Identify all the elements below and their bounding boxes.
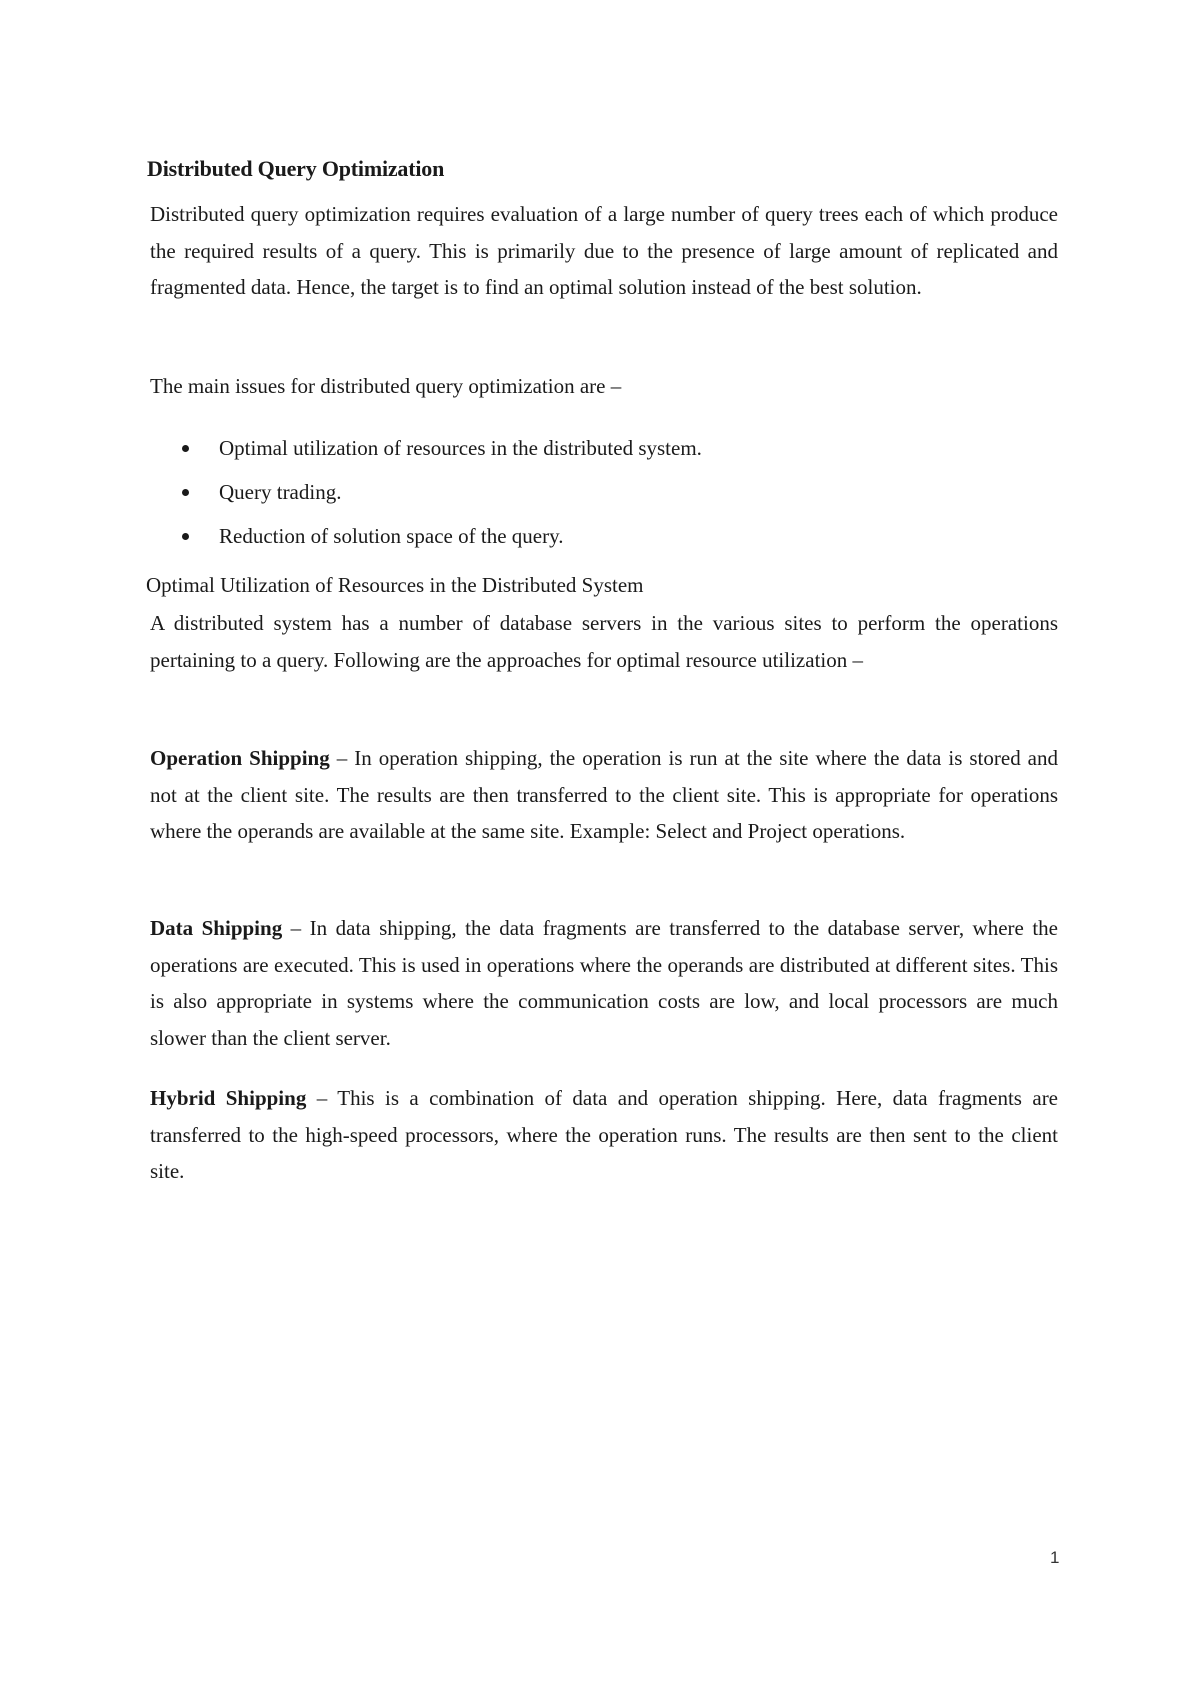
data-shipping-paragraph xyxy=(150,910,1058,1056)
data-shipping-term: Data Shipping xyxy=(150,916,283,940)
list-item xyxy=(150,518,1050,562)
section-intro-paragraph: A distributed system has a number of database servers in the various sites to perform the operations pertaining to a query. Following are the approaches for optimal resource utilization – xyxy=(150,611,1058,672)
section-heading: Optimal Utilization of Resources in the Distributed System xyxy=(146,573,644,597)
list-item-text: Optimal utilization of resources in the distributed system. xyxy=(219,436,702,460)
list-item-text: Query trading. xyxy=(219,480,342,504)
page-number: 1 xyxy=(1050,1548,1060,1567)
issues-list xyxy=(150,430,1050,562)
hybrid-shipping-description: – This is a combination of data and operation shipping. Here, data fragments are transferred to the high-speed processors, where the operation runs. The results are then sent to the client site. xyxy=(150,1086,1059,1183)
operation-shipping-description: – In operation shipping, the operation is run at the site where the data is stored and not at the client site. The results are then transferred to the client site. This is appropriate for operations where the operands are available at the same site. Example: Select and Project operations. xyxy=(150,746,1059,843)
operation-shipping-term: Operation Shipping xyxy=(150,746,330,770)
hybrid-shipping-term: Hybrid Shipping xyxy=(150,1086,307,1110)
list-item-text: Reduction of solution space of the query. xyxy=(219,524,564,548)
hybrid-shipping-paragraph xyxy=(150,1080,1058,1190)
issues-lead-paragraph: The main issues for distributed query optimization are – xyxy=(150,374,622,398)
list-item xyxy=(150,430,1050,474)
list-item xyxy=(150,474,1050,518)
page-title: Distributed Query Optimization xyxy=(147,156,445,181)
operation-shipping-paragraph xyxy=(150,740,1058,850)
bullet-icon xyxy=(182,445,189,452)
bullet-icon xyxy=(182,489,189,496)
bullet-icon xyxy=(182,533,189,540)
intro-paragraph: Distributed query optimization requires evaluation of a large number of query trees each of which produce the required results of a query. This is primarily due to the presence of large amount of replicated and fragmented data. Hence, the target is to find an optimal solution instead of the best solution. xyxy=(150,202,1058,299)
data-shipping-description: – In data shipping, the data fragments are transferred to the database server, where the operations are executed. This is used in operations where the operands are distributed at different sites. This is also appropriate in systems where the communication costs are low, and local processors are much slower than the client server. xyxy=(150,916,1058,1050)
